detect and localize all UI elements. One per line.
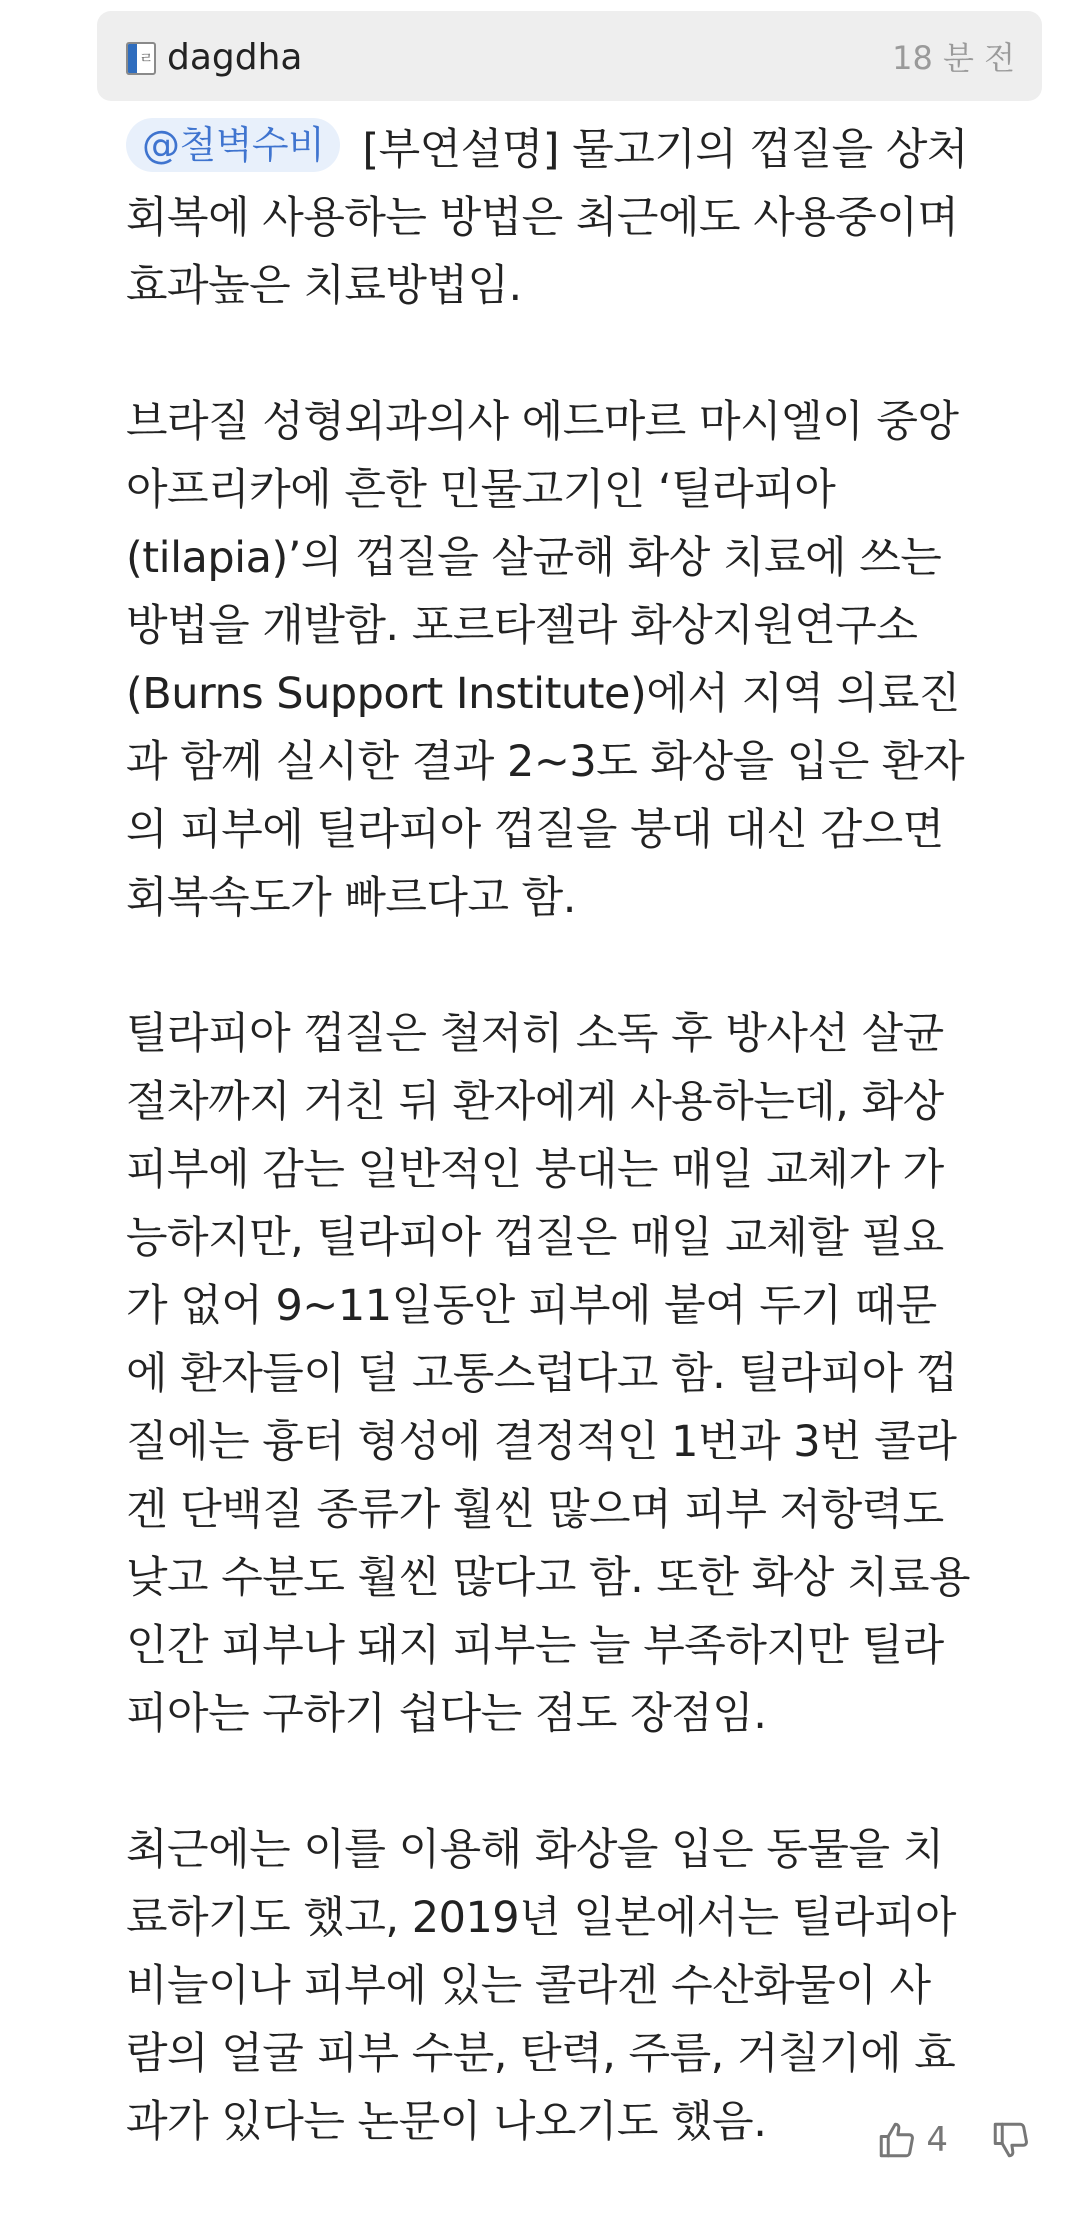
comment-header <box>97 11 1042 101</box>
paragraph-gap <box>126 932 1058 1000</box>
paragraph-gap <box>126 1748 1058 1816</box>
comment-actions <box>876 2110 1032 2170</box>
paragraph-gap <box>126 320 1058 388</box>
blog-avatar-icon[interactable] <box>126 42 156 75</box>
like-button[interactable] <box>876 2119 990 2161</box>
comment-paragraph-1 <box>126 116 1058 320</box>
comment-paragraph-3: 틸라피아 껍질은 철저히 소독 후 방사선 살균 절차까지 거친 뒤 환자에게 사용하는데, 화상 피부에 감는 일반적인 붕대는 매일 교체가 가 능하지만, 틸라피아 껍질은 매일 교체할 필요 가 없어 9~11일동안 피부에 붙여 두기 때문 에 환자들이 덜 고통스럽다고 함. 틸라피아 껍 질에는 흉터 형성에 결정적인 1번과 3번 콜라 겐 단백질 종류가 훨씬 많으며 피부 저항력도 낮고 수분도 훨씬 많다고 함. 또한 화상 치료용 인간 피부나 돼지 피부는 늘 부족하지만 틸라 피아는 구하기 쉽다는 점도 장점임. <box>126 1009 971 1739</box>
avatar-stripe <box>128 44 137 73</box>
username[interactable]: dagdha <box>167 37 303 78</box>
comment-paragraph-1-text: [부연설명] 물고기의 껍질을 상처 회복에 사용하는 방법은 최근에도 사용중이며 효과높은 치료방법임. <box>126 125 968 311</box>
avatar-glyph: ㄹ <box>139 49 154 67</box>
comment-paragraph-4: 최근에는 이를 이용해 화상을 입은 동물을 치 료하기도 했고, 2019년 일본에서는 틸라피아 비늘이나 피부에 있는 콜라겐 수산화물이 사 람의 얼굴 피부 수분, 탄력, 주름, 거칠기에 효 과가 있다는 논문이 나오기도 했음. <box>126 1825 956 2147</box>
thumbs-up-icon <box>876 2119 918 2161</box>
like-count: 4 <box>926 2120 948 2160</box>
timestamp: 18 분 전 <box>892 39 1015 77</box>
dislike-button[interactable] <box>990 2119 1032 2161</box>
comment-body <box>126 116 1058 2156</box>
mention-tag[interactable]: @철벽수비 <box>126 118 340 172</box>
comment-paragraph-2: 브라질 성형외과의사 에드마르 마시엘이 중앙 아프리카에 흔한 민물고기인 ‘틸라피아 (tilapia)’의 껍질을 살균해 화상 치료에 쓰는 방법을 개발함. 포르타젤라 화상지원연구소 (Burns Support Institute)에서 지역 의료진 과 함께 실시한 결과 2~3도 화상을 입은 환자 의 피부에 틸라피아 껍질을 붕대 대신 감으면 회복속도가 빠르다고 함. <box>126 397 965 923</box>
thumbs-down-icon <box>990 2119 1032 2161</box>
